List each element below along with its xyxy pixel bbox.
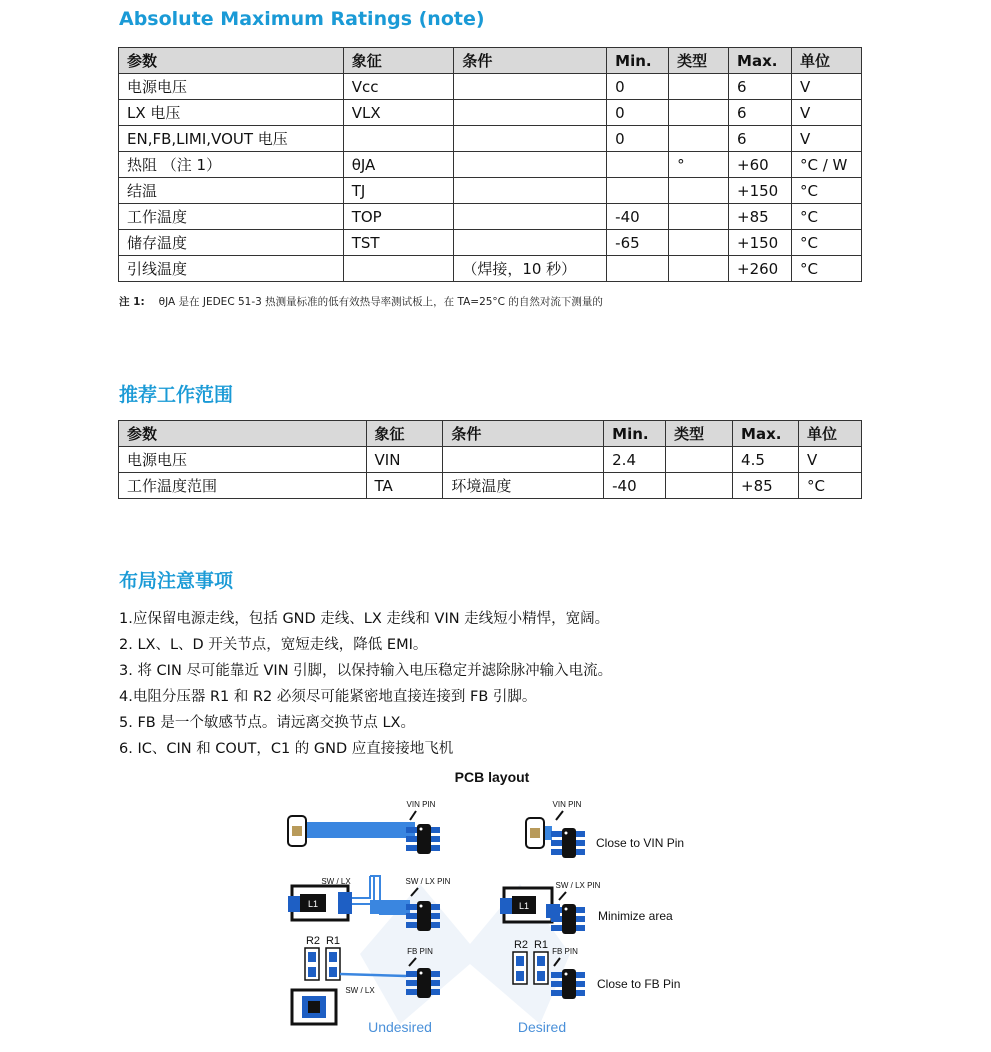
header-unit: 单位 (791, 48, 861, 74)
cap-body (530, 828, 540, 838)
sw-lx-pin-label: SW / LX PIN (555, 881, 601, 890)
header-symbol: 象征 (366, 421, 443, 447)
ic-chip (551, 904, 585, 934)
table-cell (343, 126, 454, 152)
table-header-row (119, 48, 862, 74)
table-cell: 6 (729, 126, 792, 152)
fb-pin-label: FB PIN (407, 947, 433, 956)
table-cell (669, 256, 729, 282)
table-cell: VLX (343, 100, 454, 126)
table-cell (454, 204, 607, 230)
table-cell (666, 447, 733, 473)
resistor-pad (308, 967, 316, 977)
table-cell: °C (799, 473, 862, 499)
table-cell: °C (791, 178, 861, 204)
vin-pin-label: VIN PIN (406, 800, 436, 809)
r1-label: R1 (325, 935, 341, 947)
l1-label: L1 (518, 901, 530, 911)
r1-label: R1 (533, 939, 549, 951)
list-item: 1.应保留电源走线，包括 GND 走线、LX 走线和 VIN 走线短小精悍，宽阔。 (119, 611, 610, 627)
recommended-table (118, 420, 862, 499)
table-cell (454, 126, 607, 152)
l1-label: L1 (307, 899, 319, 909)
table-cell (454, 100, 607, 126)
header-symbol: 象征 (343, 48, 454, 74)
resistor-pad (537, 956, 545, 966)
table-cell: °C (791, 256, 861, 282)
header-min: Min. (604, 421, 666, 447)
table-cell: TST (343, 230, 454, 256)
table-cell: 引线温度 (119, 256, 344, 282)
ic-chip (406, 901, 440, 931)
sw-lx-pin-label: SW / LX PIN (405, 877, 451, 886)
table-cell (669, 230, 729, 256)
table-cell: 6 (729, 100, 792, 126)
arrow-icon (410, 811, 416, 820)
arrow-icon (559, 892, 566, 900)
list-item: 3. 将 CIN 尽可能靠近 VIN 引脚，以保持输入电压稳定并滤除脉冲输入电流。 (119, 663, 613, 679)
note-label: 注 1: (119, 296, 145, 308)
table-cell (454, 74, 607, 100)
resistor-pad (329, 967, 337, 977)
table-cell: EN,FB,LIMI,VOUT 电压 (119, 126, 344, 152)
table-cell: 电源电压 (119, 74, 344, 100)
sw-lx-label: SW / LX (321, 877, 351, 886)
table-cell: 0 (607, 100, 669, 126)
cap-body (292, 826, 302, 836)
table-row (119, 447, 862, 473)
layout-notes-list (119, 606, 612, 762)
table-cell: °C (791, 230, 861, 256)
table-cell: +150 (729, 178, 792, 204)
table-cell (669, 100, 729, 126)
table-header-row (119, 421, 862, 447)
header-type: 类型 (666, 421, 733, 447)
table-cell (666, 473, 733, 499)
table-cell: TOP (343, 204, 454, 230)
table-row (119, 256, 862, 282)
r2-label: R2 (305, 935, 321, 947)
table-cell: -40 (604, 473, 666, 499)
absolute-max-table (118, 47, 862, 282)
table-cell: 0 (607, 126, 669, 152)
minimize-label: Minimize area (598, 909, 673, 923)
table-cell: +150 (729, 230, 792, 256)
table-cell: V (799, 447, 862, 473)
resistor-pad (516, 971, 524, 981)
table-cell: °C (791, 204, 861, 230)
table-cell: 2.4 (604, 447, 666, 473)
table-cell: 储存温度 (119, 230, 344, 256)
vin-trace (290, 822, 415, 838)
table-row (119, 74, 862, 100)
desired-label: Desired (517, 1019, 567, 1035)
table-cell: （焊接，10 秒） (454, 256, 607, 282)
table-row (119, 178, 862, 204)
table-cell: LX 电压 (119, 100, 344, 126)
resistor-pad (329, 952, 337, 962)
header-min: Min. (607, 48, 669, 74)
table-row (119, 152, 862, 178)
vin-pin-label: VIN PIN (552, 800, 582, 809)
table-cell: +60 (729, 152, 792, 178)
undesired-label: Undesired (368, 1019, 432, 1035)
sw-pad (338, 892, 352, 914)
inductor-pad (500, 898, 512, 914)
close-fb-label: Close to FB Pin (597, 977, 681, 991)
table-cell: ° (669, 152, 729, 178)
table-cell: θJA (343, 152, 454, 178)
table-cell (454, 152, 607, 178)
table-cell: V (791, 74, 861, 100)
table-cell (669, 178, 729, 204)
ic-chip (551, 828, 585, 858)
sw-lx-label: SW / LX (345, 986, 375, 995)
table-cell: 环境温度 (443, 473, 604, 499)
table-cell: 结温 (119, 178, 344, 204)
table-cell (443, 447, 604, 473)
table-cell (607, 256, 669, 282)
header-max: Max. (729, 48, 792, 74)
sw-copper (370, 900, 410, 914)
table-cell (343, 256, 454, 282)
resistor-pad (516, 956, 524, 966)
table-row (119, 230, 862, 256)
table-cell (607, 178, 669, 204)
table-cell: +85 (733, 473, 799, 499)
close-vin-label: Close to VIN Pin (596, 836, 685, 850)
thermal-note (119, 294, 603, 309)
table-row (119, 100, 862, 126)
table-cell: +260 (729, 256, 792, 282)
ic-chip (551, 969, 585, 999)
table-cell: 热阻 （注 1） (119, 152, 344, 178)
header-unit: 单位 (799, 421, 862, 447)
header-condition: 条件 (454, 48, 607, 74)
table-cell: Vcc (343, 74, 454, 100)
table-cell: +85 (729, 204, 792, 230)
table-cell: °C / W (791, 152, 861, 178)
inductor-pad (288, 896, 302, 912)
table-cell: 0 (607, 74, 669, 100)
section-title-layout: 布局注意事项 (119, 570, 234, 592)
table-cell: 电源电压 (119, 447, 367, 473)
table-row (119, 204, 862, 230)
ic-chip (406, 968, 440, 998)
table-cell: 工作温度范围 (119, 473, 367, 499)
table-cell (669, 126, 729, 152)
list-item: 5. FB 是一个敏感节点。请远离交换节点 LX。 (119, 715, 415, 731)
table-cell (454, 178, 607, 204)
ic-chip (406, 824, 440, 854)
table-row (119, 473, 862, 499)
header-param: 参数 (119, 48, 344, 74)
resistor-pad (308, 952, 316, 962)
table-cell (454, 230, 607, 256)
pcb-layout-diagram (270, 764, 730, 1044)
table-cell: TJ (343, 178, 454, 204)
table-cell: 4.5 (733, 447, 799, 473)
section-title-absolute-max: Absolute Maximum Ratings (note) (119, 8, 485, 30)
table-cell (669, 204, 729, 230)
inductor-body (308, 1001, 320, 1013)
table-cell: V (791, 100, 861, 126)
list-item: 6. IC、CIN 和 COUT，C1 的 GND 应直接接地飞机 (119, 741, 454, 757)
list-item: 2. LX、L、D 开关节点，宽短走线，降低 EMI。 (119, 637, 428, 653)
table-cell: -65 (607, 230, 669, 256)
table-row (119, 126, 862, 152)
table-cell: V (791, 126, 861, 152)
section-title-recommended: 推荐工作范围 (119, 384, 234, 406)
list-item: 4.电阻分压器 R1 和 R2 必须尽可能紧密地直接连接到 FB 引脚。 (119, 689, 537, 705)
table-cell: TA (366, 473, 443, 499)
header-param: 参数 (119, 421, 367, 447)
table-cell: VIN (366, 447, 443, 473)
header-type: 类型 (669, 48, 729, 74)
header-max: Max. (733, 421, 799, 447)
fb-pin-label: FB PIN (552, 947, 578, 956)
table-cell: 6 (729, 74, 792, 100)
table-cell: -40 (607, 204, 669, 230)
note-text: θJA 是在 JEDEC 51-3 热测量标准的低有效热导率测试板上，在 TA=25°C 的自然对流下测量的 (158, 296, 603, 308)
header-condition: 条件 (443, 421, 604, 447)
pcb-title: PCB layout (454, 769, 530, 785)
table-cell: 工作温度 (119, 204, 344, 230)
r2-label: R2 (513, 939, 529, 951)
table-cell (607, 152, 669, 178)
arrow-icon (556, 811, 563, 820)
table-cell (669, 74, 729, 100)
resistor-pad (537, 971, 545, 981)
